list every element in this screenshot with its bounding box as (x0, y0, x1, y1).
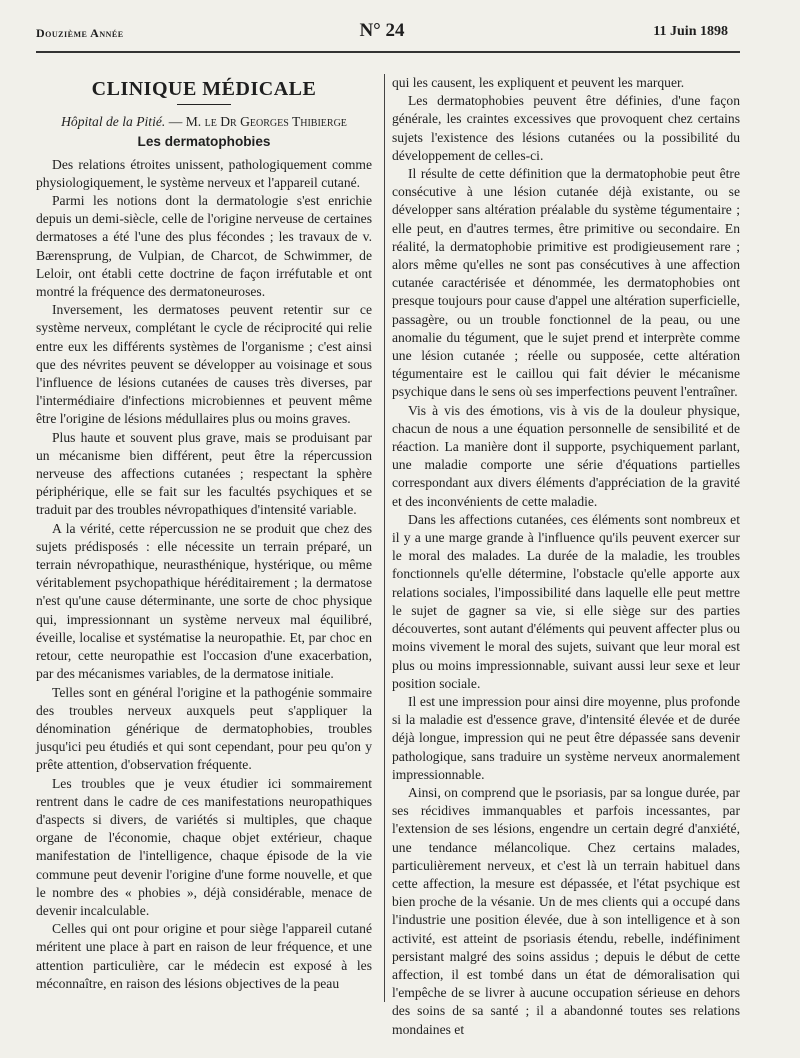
title-rule (177, 104, 231, 105)
paragraph: Les troubles que je veux étudier ici sommairement rentrent dans le cadre de ces manifestations neuropathiques d'aspects si divers, de variétés si multiples, que chaque organe de l'économie, chaque objet extérieur, chaque manifestation de l'intelligence, chaque épisode de la vie commune peut devenir l'origine d'une forme nouvelle, et que le nombre des « phobies », déjà considérable, menace de devenir incalculable. (36, 775, 372, 918)
paragraph: Parmi les notions dont la dermatologie s'est enrichie depuis un demi-siècle, celle de l'origine nerveuse de certaines dermatoses a été l'une des plus fécondes ; les travaux de v. Bærensprung, de Vulpian, de Charcot, de Schwimmer, de Leloir, ont établi cette doctrine de façon irréfutable et ont montré la fréquence des dermatoneuroses. (36, 193, 372, 300)
volume-year: Douzième Année (36, 26, 124, 40)
issue-date: 11 Juin 1898 (653, 24, 728, 39)
column-divider (384, 74, 385, 1002)
article-subtitle: Les dermatophobies (137, 134, 271, 150)
byline (36, 113, 372, 131)
paragraph: Vis à vis des émotions, vis à vis de la douleur physique, chacun de nous a une équation personnelle de sensibilité et de réaction. La manière dont il supporte, psychiquement parlant, une maladie comporte une série d'équations partielles correspondant aux divers éléments d'appréciation de la gravité et des inconvénients de cette maladie. (392, 402, 740, 509)
byline-author: — M. le Dr Georges Thibierge (168, 114, 347, 130)
page-header (36, 20, 728, 48)
paragraph: Ainsi, on comprend que le psoriasis, par sa longue durée, par ses récidives immanquables et parfois incessantes, par l'extension de ses lésions, engendre un certain degré d'anxiété, une tendance mélancolique. Chez certains malades, particulièrement nerveux, et c'est là un terrain habituel dans cette affection, la mesure est dépassée, et l'état psychique est bien proche de la vésanie. Un de mes clients qui a occupé dans l'industrie une position élevée, due à son intelligence et à son activité, est atteint de psoriasis étendu, rebelle, indéfiniment persistant malgré des soins assidus ; depuis le début de cette affection, il est tombé dans un état de démoralisation qui l'empêche de se livrer à aucune occupation sérieuse en dehors des soins de sa santé ; il a abandonné toutes ses relations mondaines et (392, 784, 740, 1037)
paragraph: Il résulte de cette définition que la dermatophobie peut être consécutive à une lésion cutanée déjà existante, ou se développer sans altération préalable du système tégumentaire ; elle peut, en d'autres termes, être primitive ou secondaire. En réalité, la dermatophobie primitive est prodigieusement rare ; alors même qu'elles ne sont pas consécutives à une affection cutanée caractérisée et dénommée, les dermatophobies ont presque toujours pour cause d'appel une altération superficielle, passagère, ou un trouble fonctionnel de la peau, ou une anomalie du tégument, que le sujet prend et interprète comme une lésion cutanée ; réelle ou supposée, cette altération tégumentaire est le caillou qui fait dévier le mécanisme psychique dans le sens où ses imperfections peuvent l'entraîner. (392, 166, 740, 400)
paragraph: A la vérité, cette répercussion ne se produit que chez des sujets prédisposés : elle nécessite un terrain préparé, un terrain névropathique, neurasthénique, hystérique, ou même véritablement psychopathique héréditairement ; la dermatose n'est qu'une cause déterminante, une sorte de choc physique qui, impressionnant un système nerveux mal équilibré, éveille, localise et systématise la neuropathie. Et, par choc en retour, cette neuropathie est l'occasion d'une exacerbation, par des mécanismes variables, de la dermatose initiale. (36, 520, 372, 682)
paragraph: Celles qui ont pour origine et pour siège l'appareil cutané méritent une place à part en raison de leur fréquence, et une attention particulière, car le médecin est exposé à les méconnaître, en raison des lésions objectives de la peau (36, 921, 372, 991)
left-column (36, 74, 372, 993)
paragraph: Plus haute et souvent plus grave, mais se produisant par un mécanisme bien différent, peut être la répercussion nerveuse des affections cutanées ; respectant la sphère périphérique, elle se fait sur les facultés psychiques et se traduit par des troubles névropathiques d'intensité variable. (36, 429, 372, 518)
paragraph: Inversement, les dermatoses peuvent retentir sur ce système nerveux, complétant le cycle de réciprocité qui relie entre eux les différents systèmes de l'organisme ; c'est ainsi que des névrites peuvent se développer au voisinage et sous l'influence de lésions cutanées de causes très diverses, par l'intermédiaire d'infections microbiennes et peuvent même être l'origine de lésions médullaires plus ou moins graves. (36, 302, 372, 427)
byline-place: Hôpital de la Pitié. (61, 114, 166, 130)
paragraph: Telles sont en général l'origine et la pathogénie sommaire des troubles nerveux auxquels peut s'appliquer la dénomination générique de dermatophobies, troubles jusqu'ici peu étudiés et qui sont cependant, pour peu qu'on y prête attention, d'observation fréquente. (36, 684, 372, 773)
paragraph: qui les causent, les expliquent et peuvent les marquer. (392, 75, 685, 90)
paragraph: Il est une impression pour ainsi dire moyenne, plus profonde si la maladie est d'essence grave, d'intensité élevée et de durée déjà longue, impression qui ne peut être dépassée sans devenir pathologique, sans traduire un système nerveux anormalement impressionnable. (392, 693, 740, 782)
paragraph: Dans les affections cutanées, ces éléments sont nombreux et il y a une marge grande à l'influence qu'ils peuvent exercer sur le moral des malades. La durée de la maladie, les troubles fonctionnels qu'elle détermine, l'obstacle qu'elle apporte aux relations sociales, l'impossibilité dans laquelle elle peut mettre le sujet de gagner sa vie, si elle siège sur des parties découvertes, sont autant d'éléments qui peuvent affecter plus ou moins vivement le moral des sujets, suivant que leur moral est plus ou moins impressionnable, suivant aussi leur sexe et leur position sociale. (392, 511, 740, 691)
header-rule (36, 51, 740, 53)
right-column (392, 74, 740, 1039)
issue-number: N° 24 (359, 20, 405, 41)
paragraph: Les dermatophobies peuvent être définies, d'une façon générale, les craintes excessives que provoquent chez certains sujets l'existence des lésions cutanées ou la possibilité du développement de celles-ci. (392, 93, 740, 163)
paragraph: Des relations étroites unissent, pathologiquement comme physiologiquement, le système nerveux et l'appareil cutané. (36, 156, 372, 190)
section-title: CLINIQUE MÉDICALE (91, 78, 317, 100)
